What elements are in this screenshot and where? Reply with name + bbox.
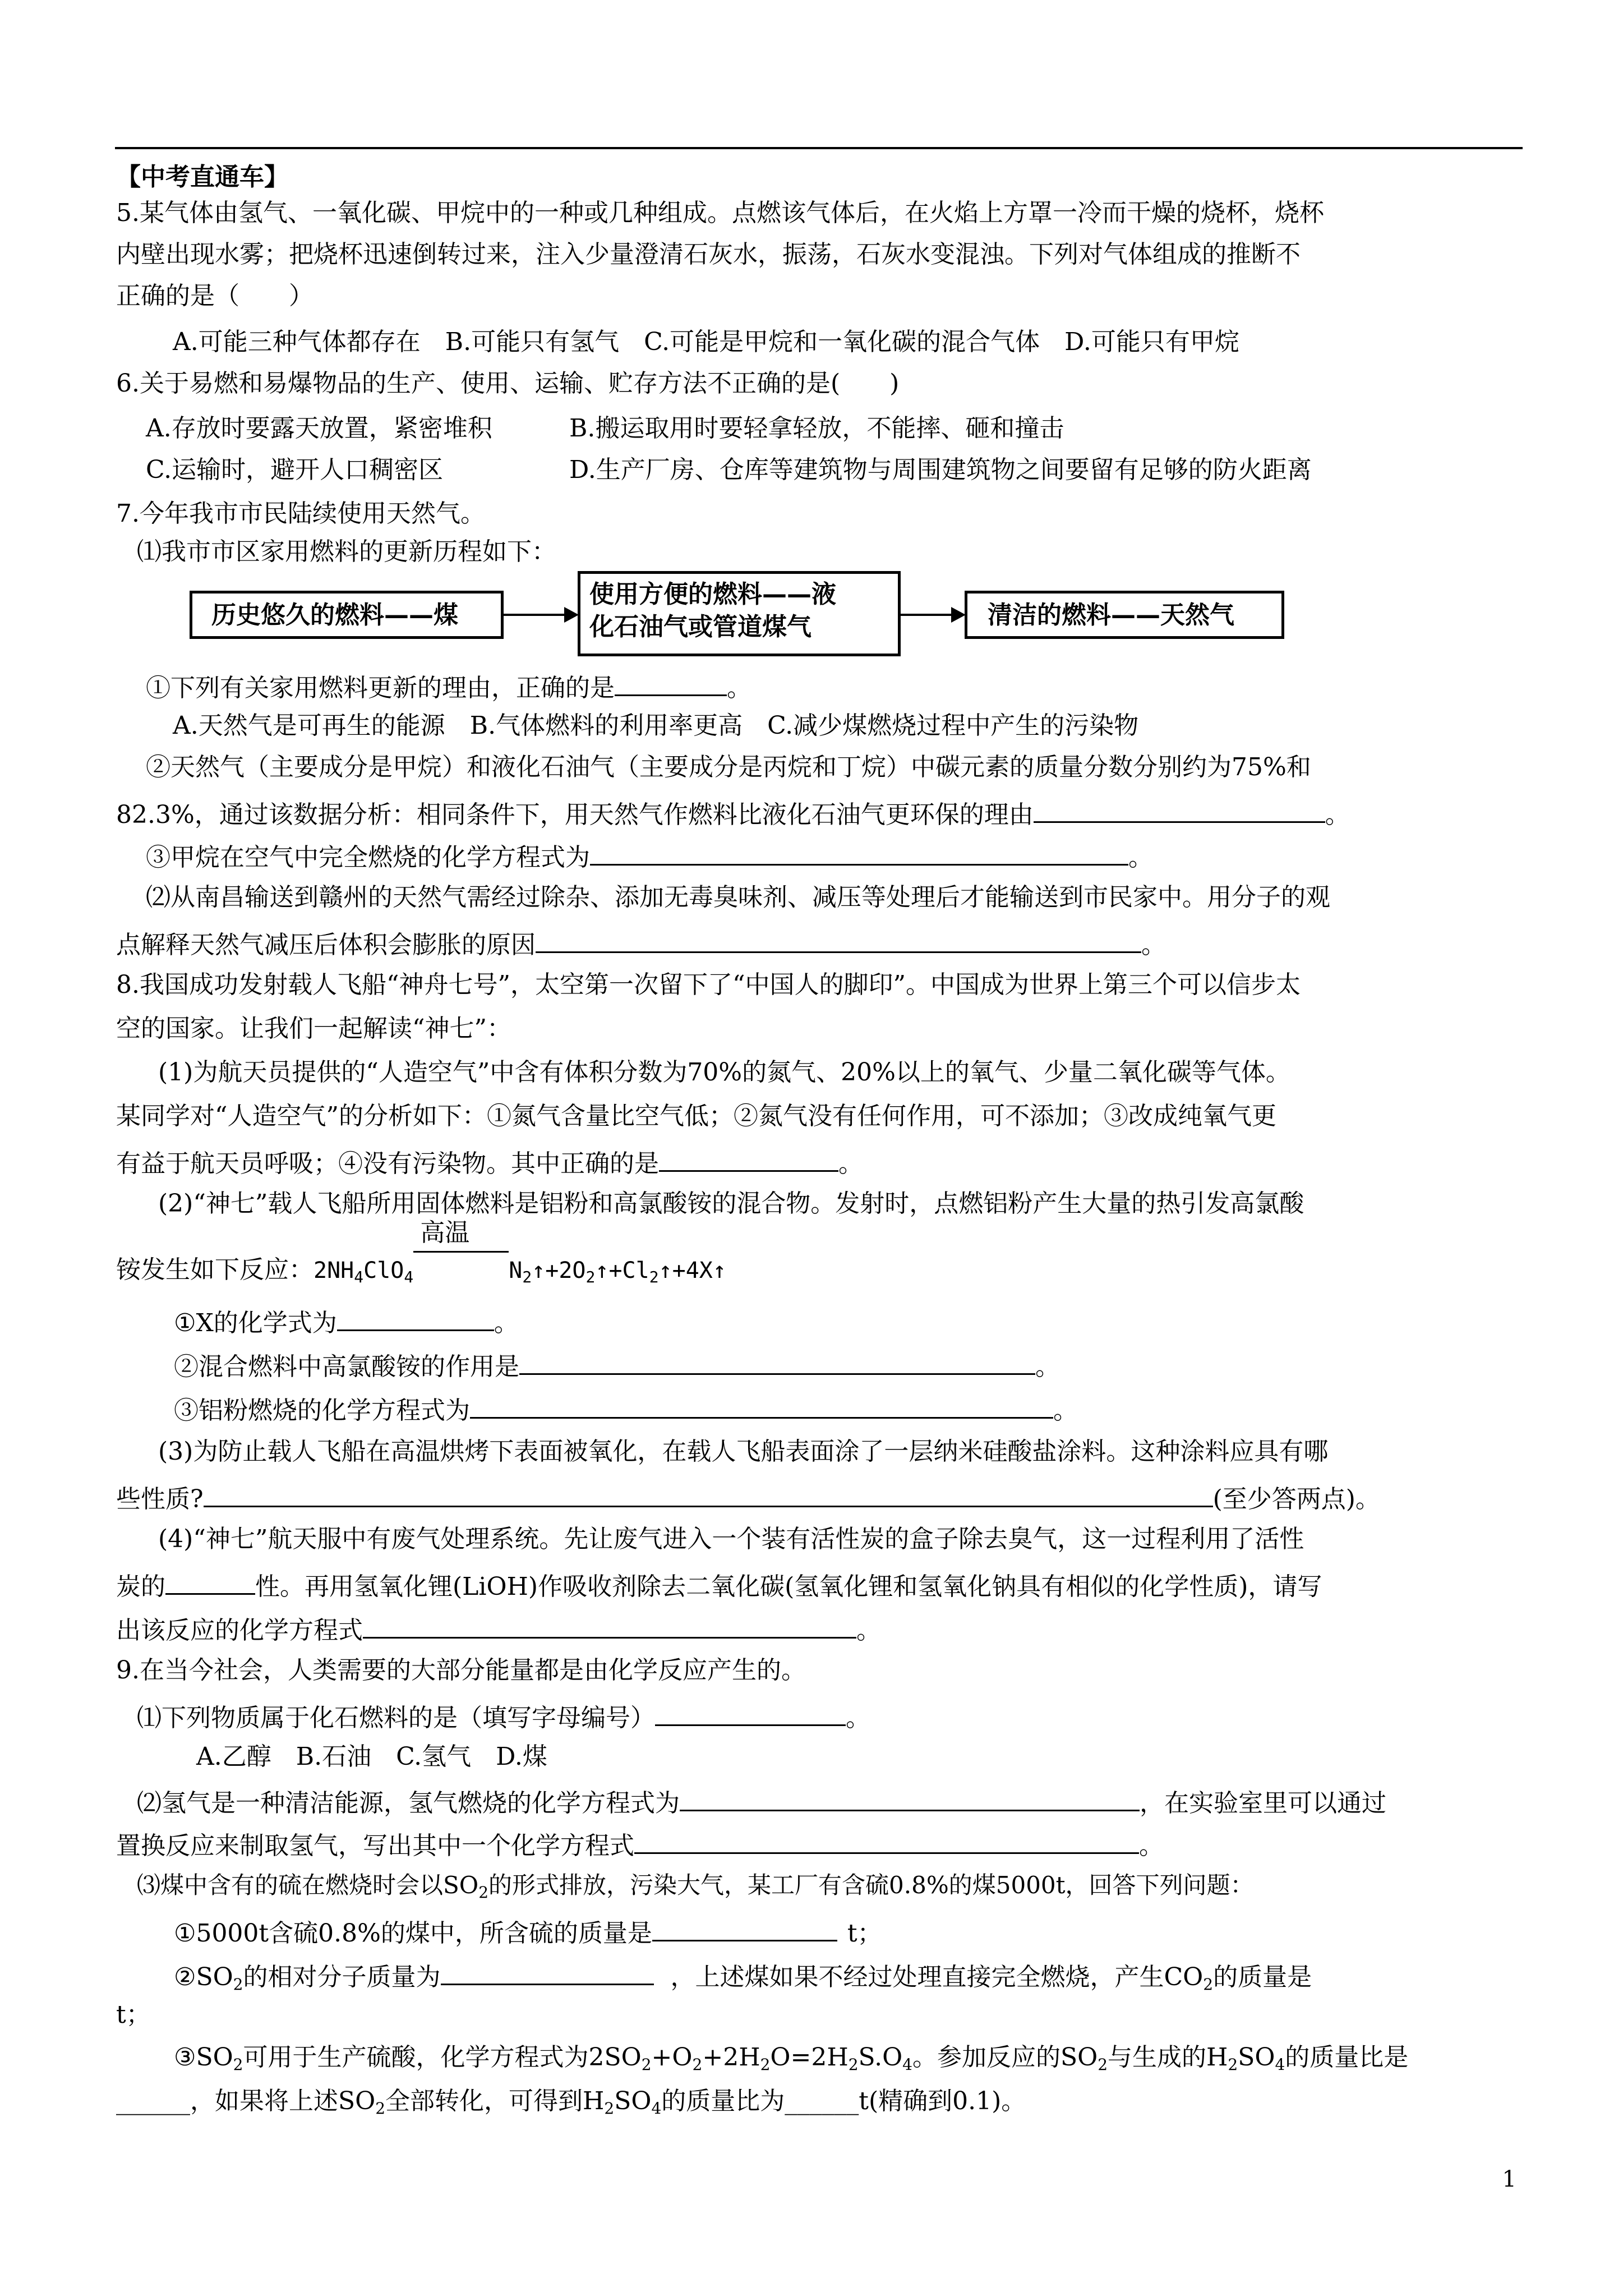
- q9-sub3-d: +2H: [702, 2043, 760, 2072]
- q8-part4-line2-text1: 炭的: [116, 1572, 165, 1601]
- q9-part3-text2: 的形式排放，污染大气，某工厂有含硫0.8%的煤5000t，回答下列问题：: [488, 1871, 1254, 1899]
- q9-part2-line1: [137, 1787, 1386, 1816]
- q7-sub3-text: ③甲烷在空气中完全燃烧的化学方程式为: [146, 843, 590, 872]
- q9-sub3-b: 可用于生产硫酸，化学方程式为2SO: [243, 2043, 642, 2072]
- q5-line2: 内壁出现水雾；把烧杯迅速倒转过来，注入少量澄清石灰水，振荡，石灰水变混浊。下列对气体组成的推断不: [116, 240, 1301, 269]
- eq-r2: ↑+2O: [532, 1258, 586, 1283]
- answer-blank[interactable]: [634, 1830, 1139, 1854]
- q9-part1: [137, 1702, 870, 1731]
- q7-part2-line2-text: 点解释天然气减压后体积会膨胀的原因: [116, 931, 536, 959]
- eq-r4: ↑+4X↑: [658, 1258, 726, 1283]
- q7-sub3: [146, 841, 1153, 870]
- q6-option-b: B.搬运取用时要轻拿轻放，不能摔、砸和撞击: [569, 414, 1064, 443]
- answer-blank[interactable]: [519, 1351, 1035, 1375]
- q8-part3-end: (至少答两点)。: [1212, 1485, 1380, 1513]
- answer-blank[interactable]: [337, 1307, 494, 1331]
- q8-sub3: [174, 1395, 1078, 1423]
- q9-sub4-b: 全部转化，可得到H: [385, 2087, 605, 2115]
- q5-line1: 5.某气体由氢气、一氧化碳、甲烷中的一种或几种组成。点燃该气体后，在火焰上方罩一冷而干燥的烧杯，烧杯: [116, 199, 1324, 227]
- header-rule: [115, 147, 1523, 149]
- section-header: 【中考直通车】: [116, 163, 289, 191]
- q8-part1-line1: (1)为航天员提供的“人造空气”中含有体积分数为70%的氮气、20%以上的氧气、少量二氧化碳等气体。: [158, 1058, 1290, 1087]
- answer-blank[interactable]: [536, 929, 1141, 953]
- q9-sub2: $②SO_2$的相对分子质量为 ，上述煤如果不经过处理直接完全燃烧，产生$CO_2$的质量是: [174, 1961, 1312, 1990]
- q9-part2-line2-text: 置换反应来制取氢气，写出其中一个化学方程式: [116, 1832, 634, 1860]
- q9-part1-end: 。: [846, 1704, 870, 1732]
- flow-box-lpg: [578, 571, 901, 656]
- eq-lhs2: ClO: [363, 1258, 404, 1283]
- q9-sub3-g: 。参加反应的SO: [912, 2043, 1098, 2072]
- q8-sub2-text: ②混合燃料中高氯酸铵的作用是: [174, 1352, 519, 1381]
- answer-blank[interactable]: [441, 1961, 654, 1985]
- q8-part3-line2: [116, 1483, 1380, 1512]
- q7-sub1: [146, 672, 751, 701]
- q8-sub3-end: 。: [1053, 1396, 1078, 1425]
- q8-part4-line3: [116, 1614, 881, 1643]
- q8-part1-end: 。: [838, 1149, 863, 1178]
- q9-sub3-f: S.O: [858, 2043, 903, 2072]
- q9-sub3-c: +O: [651, 2043, 693, 2072]
- q8-part4-line3-text: 出该反应的化学方程式: [116, 1616, 363, 1645]
- q9-sub3-e: O=2H: [770, 2043, 849, 2072]
- q8-sub2-end: 。: [1035, 1352, 1060, 1381]
- q9-sub2-c: ，上述煤如果不经过处理直接完全燃烧，产生CO: [670, 1963, 1204, 1991]
- q9-sub3-h: 与生成的H: [1108, 2043, 1228, 2072]
- condition-label: 高温: [420, 1218, 470, 1247]
- q8-part1-line3-text: 有益于航天员呼吸；④没有污染物。其中正确的是: [116, 1149, 659, 1178]
- eq-lhs: 2NH: [313, 1258, 354, 1283]
- q8-sub1-text: ①X的化学式为: [174, 1309, 337, 1337]
- flow-box-lpg-label2: 化石油气或管道煤气: [589, 613, 811, 641]
- q9-sub2-b: 的相对分子质量为: [243, 1963, 441, 1991]
- q9-sub2-a: ②SO: [174, 1963, 233, 1991]
- q9-sub2-d: 的质量是: [1213, 1963, 1312, 1991]
- q8-part2-line1: (2)“神七”载人飞船所用固体燃料是铝粉和高氯酸铵的混合物。发射时，点燃铝粉产生大量的热引发高氯酸: [158, 1189, 1304, 1218]
- q8-part4-end: 。: [856, 1616, 881, 1645]
- q9-sub1-end: t；: [847, 1919, 882, 1948]
- q8-line2: 空的国家。让我们一起解读“神七”：: [116, 1014, 511, 1043]
- answer-blank[interactable]: [615, 672, 727, 696]
- q9-part3: ⑶煤中含有的硫在燃烧时会以$SO_2$的形式排放，污染大气，某工厂有含硫0.8%的煤5000t，回答下列问题：: [137, 1871, 1254, 1902]
- q9-part2-end: 。: [1139, 1832, 1164, 1860]
- q8-sub3-text: ③铝粉燃烧的化学方程式为: [174, 1396, 470, 1425]
- q8-part1-line3: [116, 1148, 863, 1176]
- page-number: 1: [1502, 2166, 1516, 2192]
- q7-part1: ⑴我市市区家用燃料的更新历程如下：: [137, 537, 556, 566]
- q8-sub1: [174, 1307, 519, 1336]
- q8-reaction-intro: 铵发生如下反应：: [116, 1255, 313, 1284]
- reaction-condition: [413, 1218, 509, 1278]
- q9-sub2-unit: t；: [116, 2000, 151, 2029]
- q9-part2-line2: [116, 1830, 1164, 1858]
- flow-box-coal-label: 历史悠久的燃料——煤: [211, 601, 458, 629]
- q8-part4-line1: (4)“神七”航天服中有废气处理系统。先让废气进入一个装有活性炭的盒子除去臭气，这一过程利用了活性: [158, 1525, 1304, 1553]
- q7-part2-line2: [116, 929, 1166, 958]
- q9-part3-text1: ⑶煤中含有的硫在燃烧时会以SO: [137, 1871, 479, 1899]
- q9-sub4-d: 的质量比为______t(精确到0.1)。: [661, 2087, 1026, 2115]
- eq-rhs: N: [509, 1258, 523, 1283]
- condition-bar: [413, 1251, 509, 1253]
- eq-r3: ↑+Cl: [595, 1258, 649, 1283]
- q7-sub2-line2: [116, 799, 1350, 827]
- q8-part4-line2: [116, 1571, 1322, 1599]
- flow-box-natural-gas: [965, 591, 1284, 639]
- answer-blank[interactable]: [652, 1917, 837, 1941]
- flow-box-lpg-label1: 使用方便的燃料——液: [589, 580, 836, 609]
- answer-blank[interactable]: [165, 1571, 255, 1595]
- q8-part4-line2-text2: 性。再用氢氧化锂(LiOH)作吸收剂除去二氧化碳(氢氧化锂和氢氧化钠具有相似的化学性质)，请写: [255, 1572, 1322, 1601]
- answer-blank[interactable]: [470, 1395, 1053, 1419]
- q7-sub1-end: 。: [727, 674, 751, 702]
- q7-part2-end: 。: [1141, 931, 1166, 959]
- q9-sub1: [174, 1917, 882, 1946]
- answer-blank[interactable]: [363, 1614, 856, 1639]
- q9-sub3: $③SO_2$可用于生产硫酸，化学方程式为$2SO_2+O_2+2H_2O=2H_2S.O_4$。参加反应的$SO_2$与生成的$H_2SO_4$的质量比是: [174, 2043, 1409, 2074]
- answer-blank[interactable]: [680, 1787, 1140, 1811]
- answer-blank[interactable]: [204, 1483, 1213, 1507]
- q9-part1-options: A.乙醇 B.石油 C.氢气 D.煤: [196, 1742, 547, 1771]
- flow-arrow-1: [504, 614, 577, 616]
- q9-sub1-text: ①5000t含硫0.8%的煤中，所含硫的质量是: [174, 1919, 652, 1948]
- q9-line1: 9.在当今社会，人类需要的大部分能量都是由化学反应产生的。: [116, 1656, 806, 1685]
- q6-line1: 6.关于易燃和易爆物品的生产、使用、运输、贮存方法不正确的是( ): [116, 369, 900, 398]
- q7-sub2-line2-text: 82.3%，通过该数据分析：相同条件下，用天然气作燃料比液化石油气更环保的理由: [116, 800, 1034, 829]
- q7-part2-line1: ⑵从南昌输送到赣州的天然气需经过除杂、添加无毒臭味剂、减压等处理后才能输送到市民家中。用分子的观: [146, 883, 1330, 912]
- q9-sub3-a: ③SO: [174, 2043, 233, 2072]
- q6-option-c: C.运输时，避开人口稠密区: [146, 455, 444, 484]
- q9-sub3-j: 的质量比是: [1285, 2043, 1409, 2072]
- q7-line1: 7.今年我市市民陆续使用天然气。: [116, 499, 485, 528]
- q9-sub4-c: SO: [614, 2087, 652, 2115]
- q9-sub3-line2: ______，如果将上述$SO_2$全部转化，可得到$H_2SO_4$的质量比为______t(精确到0.1)。: [116, 2087, 1026, 2118]
- q9-part2-line1-text: ⑵氢气是一种清洁能源，氢气燃烧的化学方程式为: [137, 1789, 680, 1818]
- q8-part3-line1: (3)为防止载人飞船在高温烘烤下表面被氧化，在载人飞船表面涂了一层纳米硅酸盐涂料。这种涂料应具有哪: [158, 1437, 1329, 1466]
- answer-blank[interactable]: [1034, 799, 1325, 823]
- q7-sub1-text: ①下列有关家用燃料更新的理由，正确的是: [146, 674, 615, 702]
- q7-sub2-end: 。: [1325, 800, 1350, 829]
- flow-arrow-2: [901, 614, 963, 616]
- q7-sub1-options: A.天然气是可再生的能源 B.气体燃料的利用率更高 C.减少煤燃烧过程中产生的污染物: [173, 711, 1139, 740]
- q8-part1-line2: 某同学对“人造空气”的分析如下：①氮气含量比空气低；②氮气没有任何作用，可不添加；③改成纯氧气更: [116, 1102, 1276, 1130]
- q8-sub2: [174, 1351, 1060, 1379]
- q9-part2-line1-end: ，在实验室里可以通过: [1140, 1789, 1386, 1818]
- q7-sub2-line1: ②天然气（主要成分是甲烷）和液化石油气（主要成分是丙烷和丁烷）中碳元素的质量分数分别约为75%和: [146, 753, 1311, 781]
- flow-box-coal: [190, 591, 504, 639]
- q8-line1: 8.我国成功发射载人飞船“神舟七号”，太空第一次留下了“中国人的脚印”。中国成为世界上第三个可以信步太: [116, 970, 1301, 999]
- flow-box-natural-gas-label: 清洁的燃料——天然气: [988, 601, 1234, 629]
- q7-sub3-end: 。: [1128, 843, 1153, 872]
- answer-blank[interactable]: [590, 841, 1128, 866]
- answer-blank[interactable]: [659, 1148, 838, 1172]
- reaction-equation: $2NH_4ClO_4$ 高温 $N_2↑+2O_2↑+Cl_2↑+4X↑$: [313, 1218, 726, 1286]
- q5-line3: 正确的是（ ）: [116, 282, 313, 310]
- q8-part3-line2-text: 些性质?: [116, 1485, 204, 1513]
- q9-part1-text: ⑴下列物质属于化石燃料的是（填写字母编号）: [137, 1704, 655, 1732]
- q6-option-d: D.生产厂房、仓库等建筑物与周围建筑物之间要留有足够的防火距离: [569, 455, 1312, 484]
- q8-sub1-end: 。: [494, 1309, 519, 1337]
- q9-sub4-a: ______，如果将上述SO: [116, 2087, 376, 2115]
- q6-option-a: A.存放时要露天放置，紧密堆积: [146, 414, 492, 443]
- q9-sub3-i: SO: [1238, 2043, 1275, 2072]
- q5-options: A.可能三种气体都存在 B.可能只有氢气 C.可能是甲烷和一氧化碳的混合气体 D.可能只有甲烷: [173, 328, 1239, 356]
- q8-reaction-line: [116, 1218, 726, 1286]
- answer-blank[interactable]: [655, 1702, 846, 1726]
